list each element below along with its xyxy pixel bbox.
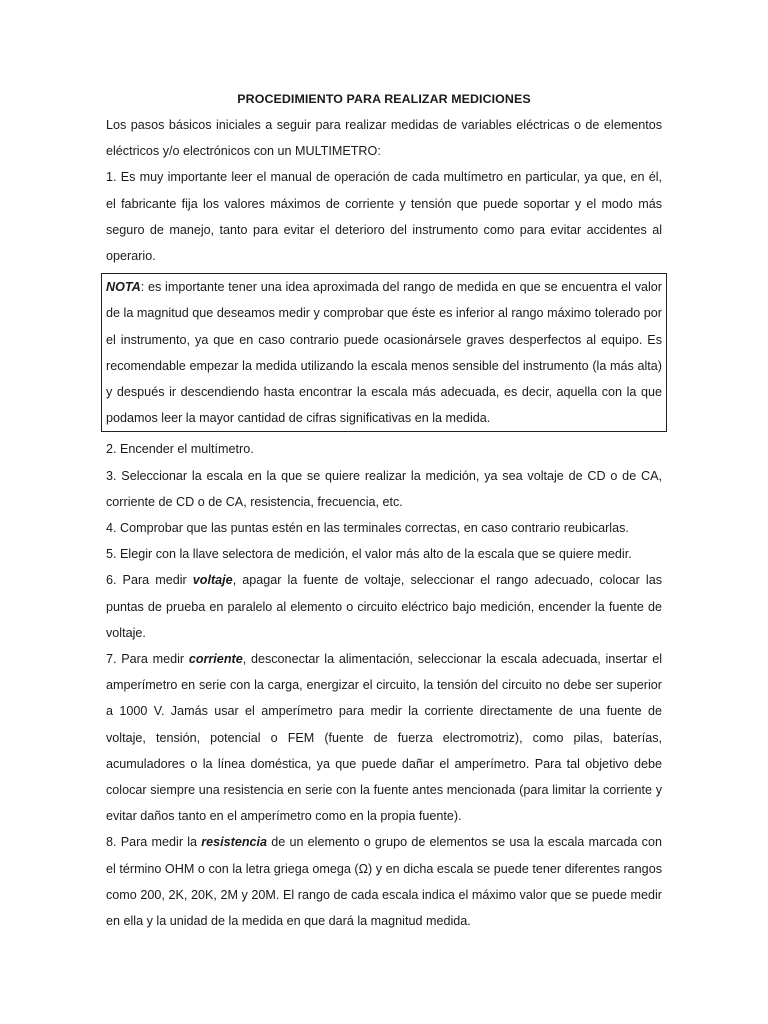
step-3: 3. Seleccionar la escala en la que se quiere realizar la medición, ya sea voltaje de CD o de CA, corriente de CD o de CA, resistencia, frecuencia, etc.	[106, 468, 662, 509]
note-text: : es importante tener una idea aproximada del rango de medida en que se encuentra el valor de la magnitud que deseamos medir y comprobar que éste es inferior al rango máximo tolerado por el instrumento, ya que en caso contrario puede ocasionársele graves desperfectos al equipo. Es recomendable empezar la medida utilizando la escala menos sensible del instrumento (la más alta) y después ir descendiendo hasta encontrar la escala más adecuada, es decir, aquella con la que podamos leer la mayor cantidad de cifras significativas en la medida.	[106, 280, 662, 426]
step-7	[106, 646, 662, 829]
step-8	[106, 829, 662, 934]
step-6-post: , apagar la fuente de voltaje, seleccionar el rango adecuado, colocar las puntas de prueba en paralelo al elemento o circuito eléctrico bajo medición, encender la fuente de voltaje.	[106, 573, 662, 640]
step-8-post: de un elemento o grupo de elementos se usa la escala marcada con el término OHM o con la letra griega omega (Ω) y en dicha escala se puede tener diferentes rangos como 200, 2K, 20K, 2M y 20M. El rango de cada escala indica el máximo valor que se puede medir en ella y la unidad de la medida en que dará la magnitud medida.	[106, 835, 662, 929]
step-6-emphasis: voltaje	[192, 573, 233, 588]
step-6	[106, 567, 662, 646]
step-5: 5. Elegir con la llave selectora de medición, el valor más alto de la escala que se quiere medir.	[106, 547, 632, 562]
document-title: PROCEDIMIENTO PARA REALIZAR MEDICIONES	[237, 92, 531, 106]
step-2: 2. Encender el multímetro.	[106, 442, 254, 457]
note-box	[101, 273, 667, 432]
step-1: 1. Es muy importante leer el manual de operación de cada multímetro en particular, ya que, en él, el fabricante fija los valores máximos de corriente y tensión que puede soportar y el modo más seguro de manejo, tanto para evitar el deterioro del instrumento como para evitar accidentes al operario.	[106, 170, 662, 264]
note-label: NOTA	[106, 280, 141, 295]
note-paragraph	[106, 274, 662, 431]
step-7-emphasis: corriente	[188, 652, 243, 667]
step-6-pre: 6. Para medir	[106, 573, 193, 588]
step-8-pre: 8. Para medir la	[106, 835, 202, 850]
step-7-post: , desconectar la alimentación, seleccionar la escala adecuada, insertar el amperímetro en serie con la carga, energizar el circuito, la tensión del circuito no debe ser superior a 1000 V. Jamás usar el amperímetro para medir la corriente directamente de una fuente de voltaje, tensión, potencial o FEM (fuente de fuerza electromotriz), como pilas, baterías, acumuladores o la línea doméstica, ya que puede dañar el amperímetro. Para tal objetivo debe colocar siempre una resistencia en serie con la fuente antes mencionada (para limitar la corriente y evitar daños tanto en el amperímetro como en la propia fuente).	[106, 652, 662, 824]
step-8-emphasis: resistencia	[201, 835, 268, 850]
intro-paragraph: Los pasos básicos iniciales a seguir para realizar medidas de variables eléctricas o de elementos eléctricos y/o electrónicos con un MULTIMETRO:	[106, 118, 662, 159]
step-7-pre: 7. Para medir	[106, 652, 189, 667]
step-4: 4. Comprobar que las puntas estén en las terminales correctas, en caso contrario reubicarlas.	[106, 521, 629, 536]
